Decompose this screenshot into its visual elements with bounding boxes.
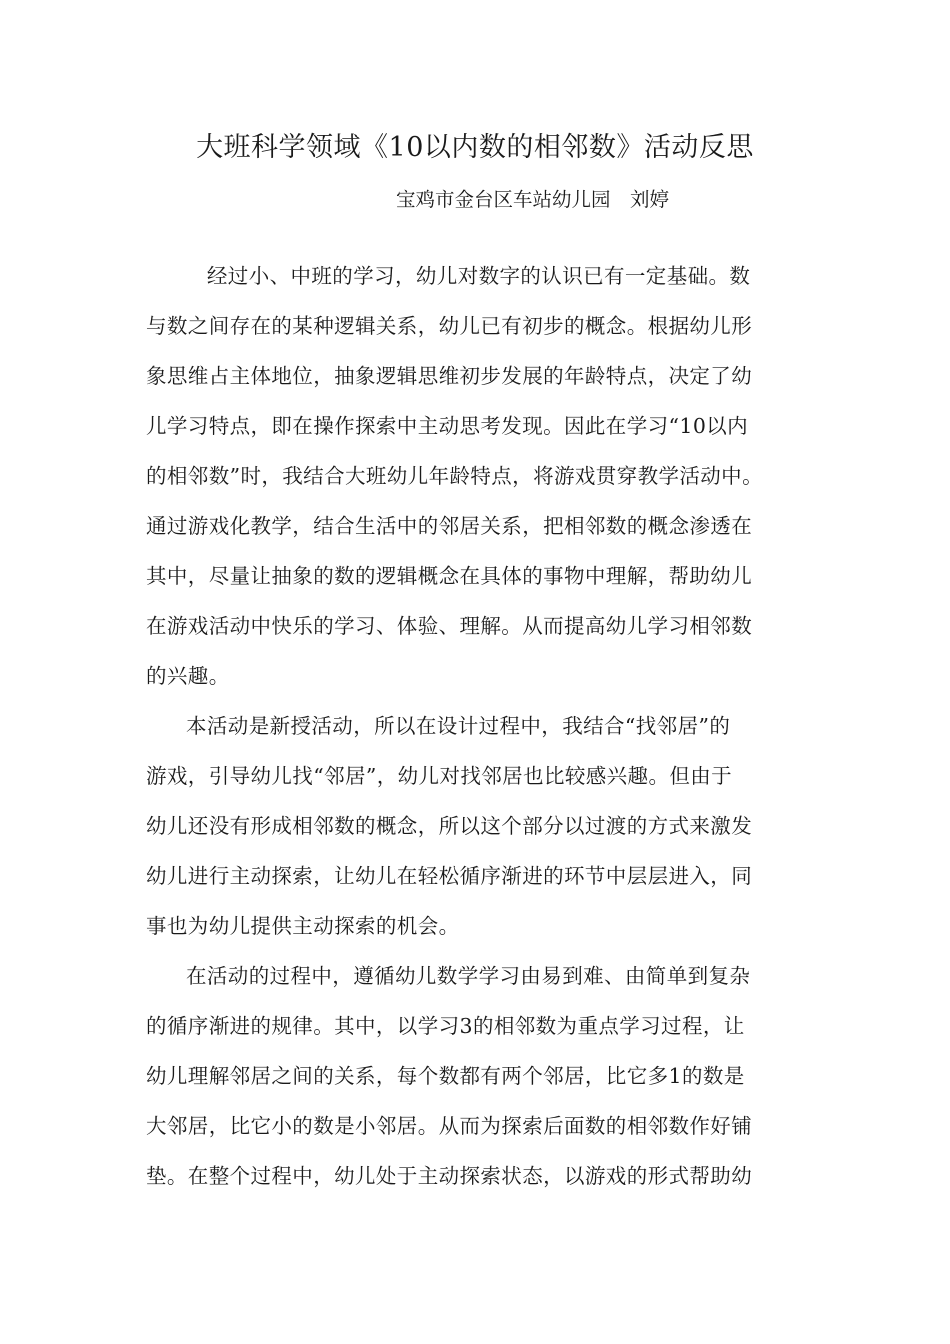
text-line: 事也为幼儿提供主动探索的机会。 [146,914,460,938]
text-line: 的循序渐进的规律。其中，以学习3的相邻数为重点学习过程，让 [146,1014,745,1038]
text-line: 的兴趣。 [146,664,230,688]
text-line: 在活动的过程中，遵循幼儿数学学习由易到难、由简单到复杂 [186,964,751,988]
author-line: 宝鸡市金台区车站幼儿园 刘婷 [396,188,670,211]
text-line: 儿学习特点，即在操作探索中主动思考发现。因此在学习“10以内 [146,414,749,438]
text-line: 大邻居，比它小的数是小邻居。从而为探索后面数的相邻数作好铺 [146,1114,753,1138]
text-line: 游戏，引导幼儿找“邻居”，幼儿对找邻居也比较感兴趣。但由于 [146,764,733,788]
text-line: 通过游戏化教学，结合生活中的邻居关系，把相邻数的概念渗透在 [146,514,753,538]
text-line: 幼儿进行主动探索，让幼儿在轻松循序渐进的环节中层层进入，同 [146,864,753,888]
text-line: 垫。在整个过程中，幼儿处于主动探索状态，以游戏的形式帮助幼 [146,1164,753,1188]
document-title: 大班科学领域《10以内数的相邻数》活动反思 [196,132,754,163]
text-line: 其中，尽量让抽象的数的逻辑概念在具体的事物中理解，帮助幼儿 [146,564,753,588]
text-line: 幼儿还没有形成相邻数的概念，所以这个部分以过渡的方式来激发 [146,814,753,838]
text-line: 象思维占主体地位，抽象逻辑思维初步发展的年龄特点，决定了幼 [146,364,753,388]
text-line: 与数之间存在的某种逻辑关系，幼儿已有初步的概念。根据幼儿形 [146,314,753,338]
text-line: 的相邻数”时，我结合大班幼儿年龄特点，将游戏贯穿教学活动中。 [146,464,763,488]
text-line: 本活动是新授活动，所以在设计过程中，我结合“找邻居”的 [186,714,731,738]
text-line: 幼儿理解邻居之间的关系，每个数都有两个邻居，比它多1的数是 [146,1064,745,1088]
text-line: 经过小、中班的学习，幼儿对数字的认识已有一定基础。数 [186,264,751,288]
text-line: 在游戏活动中快乐的学习、体验、理解。从而提高幼儿学习相邻数 [146,614,753,638]
